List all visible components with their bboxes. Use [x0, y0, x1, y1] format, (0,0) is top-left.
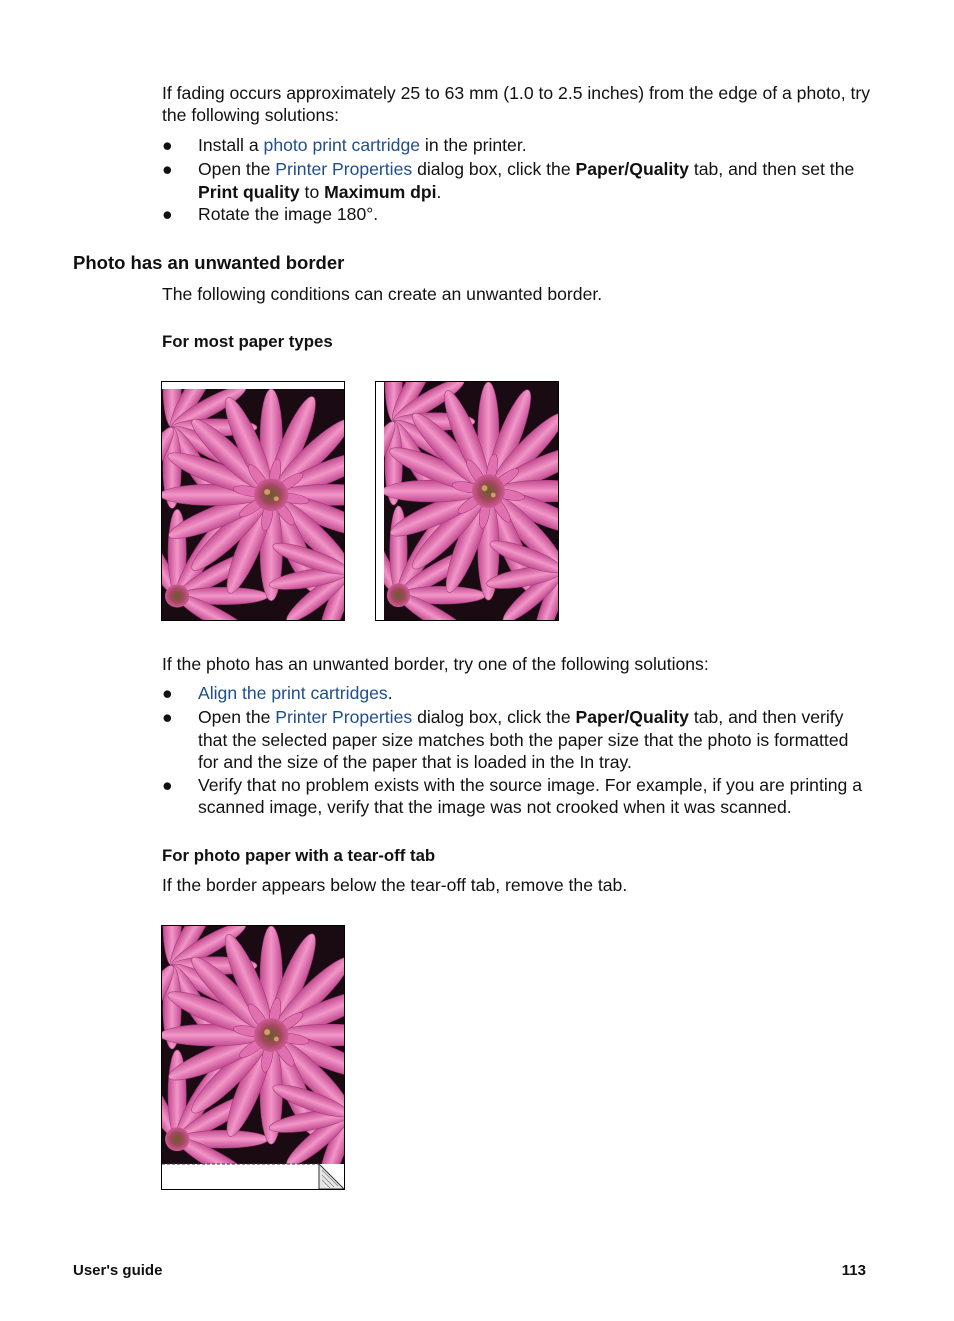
- list-item: [162, 203, 872, 225]
- text: Open the: [198, 159, 276, 180]
- bullet: ●: [162, 683, 173, 703]
- solutions-intro: If the photo has an unwanted border, try one of the following solutions:: [162, 654, 709, 674]
- text: to: [299, 181, 325, 202]
- align-cartridges-link[interactable]: Align the print cartridges: [198, 683, 388, 703]
- paper-quality-tab-label: Paper/Quality: [575, 159, 689, 180]
- fading-solutions-list: [162, 134, 872, 226]
- bullet: ●: [162, 707, 173, 728]
- text: Install a: [198, 135, 264, 155]
- list-item: [162, 706, 872, 773]
- text: .: [387, 683, 393, 703]
- paper-quality-tab-label: Paper/Quality: [575, 707, 689, 728]
- text: .: [436, 181, 442, 202]
- text: in the printer.: [420, 135, 527, 155]
- bullet: ●: [162, 774, 173, 795]
- text: dialog box, click the: [412, 707, 576, 728]
- bullet: ●: [162, 204, 173, 225]
- intro-paragraph: If fading occurs approximately 25 to 63 mm (1.0 to 2.5 inches) from the edge of a photo, try the following solutions:: [162, 83, 871, 126]
- page-number: 113: [841, 1262, 866, 1279]
- print-quality-label: Print quality: [198, 181, 300, 202]
- list-item: [162, 774, 872, 819]
- tear-off-text: If the border appears below the tear-off tab, remove the tab.: [162, 875, 628, 895]
- bullet: ●: [162, 159, 173, 180]
- bullet: ●: [162, 135, 173, 155]
- photo-with-tear-off-tab: [161, 925, 345, 1190]
- border-solutions-list: [162, 682, 872, 818]
- photo-with-side-border: [375, 381, 559, 621]
- photo-print-cartridge-link[interactable]: photo print cartridge: [263, 135, 421, 155]
- maximum-dpi-label: Maximum dpi: [324, 181, 437, 202]
- text: tab, and then set the: [688, 159, 855, 180]
- footer-title: User's guide: [73, 1262, 163, 1279]
- printer-properties-link[interactable]: Printer Properties: [275, 707, 413, 728]
- text: tab, and then verify that the selected paper size matches both the paper size that the photo is formatted for and the size of the paper that is loaded in the In tray.: [198, 707, 849, 773]
- text: dialog box, click the: [412, 159, 576, 180]
- text: Rotate the image 180°.: [198, 204, 379, 225]
- printer-properties-link[interactable]: Printer Properties: [275, 159, 413, 180]
- list-item: [162, 158, 872, 203]
- tear-off-heading: For photo paper with a tear-off tab: [162, 846, 436, 865]
- text: Open the: [198, 707, 276, 728]
- most-paper-heading: For most paper types: [162, 332, 333, 351]
- section-heading: Photo has an unwanted border: [73, 252, 345, 273]
- list-item: [162, 134, 872, 156]
- photo-with-top-border: [161, 381, 345, 621]
- list-item: [162, 682, 872, 704]
- section-intro: The following conditions can create an unwanted border.: [162, 284, 603, 304]
- text: Verify that no problem exists with the source image. For example, if you are printing a scanned image, verify that the image was not crooked when it was scanned.: [198, 774, 862, 818]
